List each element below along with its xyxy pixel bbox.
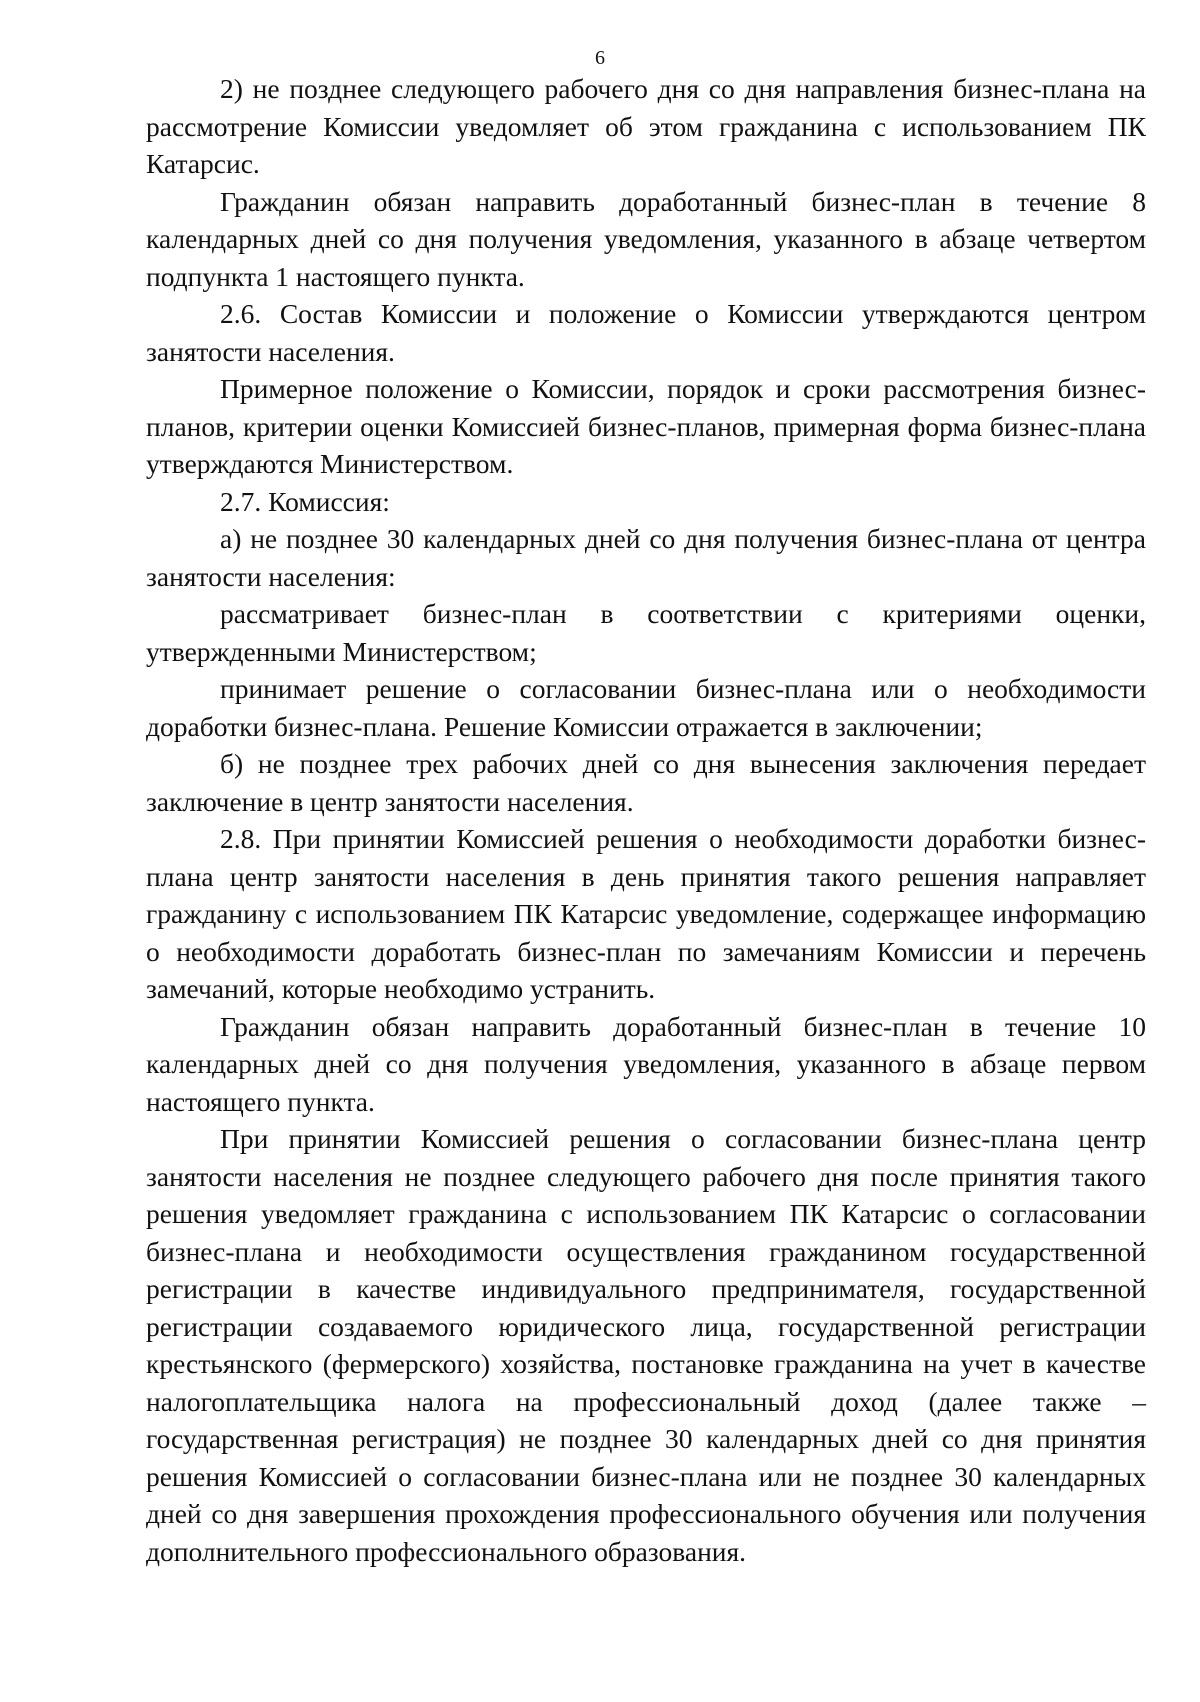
paragraph-reviews-business-plan: рассматривает бизнес-план в соответствии с критериями оценки, утвержденными Министерством; (146, 598, 1146, 667)
paragraph-2-7-commission: 2.7. Комиссия: (220, 485, 390, 517)
paragraph-2-6-commission-composition: 2.6. Состав Комиссии и положение о Комиссии утверждаются центром занятости населения. (146, 298, 1146, 367)
paragraph-sample-regulation: Примерное положение о Комиссии, порядок и сроки рассмотрения бизнес-планов, критерии оценки Комиссией бизнес-планов, примерная форма бизнес-плана утверждаются Министерством. (146, 373, 1146, 479)
paragraph-revision-deadline-8-days: Гражданин обязан направить доработанный бизнес-план в течение 8 календарных дней со дня получения уведомления, указанного в абзаце четвертом подпункта 1 настоящего пункта. (146, 185, 1146, 292)
paragraph-item-2: 2) не позднее следующего рабочего дня со дня направления бизнес-плана на рассмотрение Комиссии уведомляет об этом гражданина с использованием ПК Катарсис. (146, 73, 1146, 179)
paragraph-2-7-b: б) не позднее трех рабочих дней со дня вынесения заключения передает заключение в центр занятости населения. (146, 748, 1146, 817)
paragraph-2-7-a: а) не позднее 30 календарных дней со дня получения бизнес-плана от центра занятости населения: (146, 523, 1146, 592)
paragraph-revision-deadline-10-days: Гражданин обязан направить доработанный бизнес-план в течение 10 календарных дней со дня получения уведомления, указанного в абзаце первом настоящего пункта. (146, 1010, 1146, 1117)
paragraph-approval-decision: При принятии Комиссией решения о согласовании бизнес-плана центр занятости населения не позднее следующего рабочего дня после принятия такого решения уведомляет гражданина с использованием ПК Катарсис о согласовании бизнес-плана и необходимости осуществления гражданином государственной регистрации в качестве индивидуального предпринимателя, государственной регистрации создаваемого юридического лица, государственной регистрации крестьянского (фермерского) хозяйства, постановке гражданина на учет в качестве налогоплательщика налога на профессиональный доход (далее также – государственная регистрация) не позднее 30 календарных дней со дня принятия решения Комиссией о согласовании бизнес-плана или не позднее 30 календарных дней со дня завершения прохождения профессионального обучения или получения дополнительного профессионального образования. (146, 1123, 1146, 1567)
paragraph-makes-decision: принимает решение о согласовании бизнес-плана или о необходимости доработки бизнес-плана. Решение Комиссии отражается в заключении; (146, 673, 1146, 742)
paragraph-2-8-revision-decision: 2.8. При принятии Комиссией решения о необходимости доработки бизнес-плана центр занятости населения в день принятия такого решения направляет гражданину с использованием ПК Катарсис уведомление, содержащее информацию о необходимости доработать бизнес-план по замечаниям Комиссии и перечень замечаний, которые необходимо устранить. (146, 823, 1146, 1004)
document-body (146, 70, 1146, 1570)
page-number: 6 (595, 47, 605, 69)
